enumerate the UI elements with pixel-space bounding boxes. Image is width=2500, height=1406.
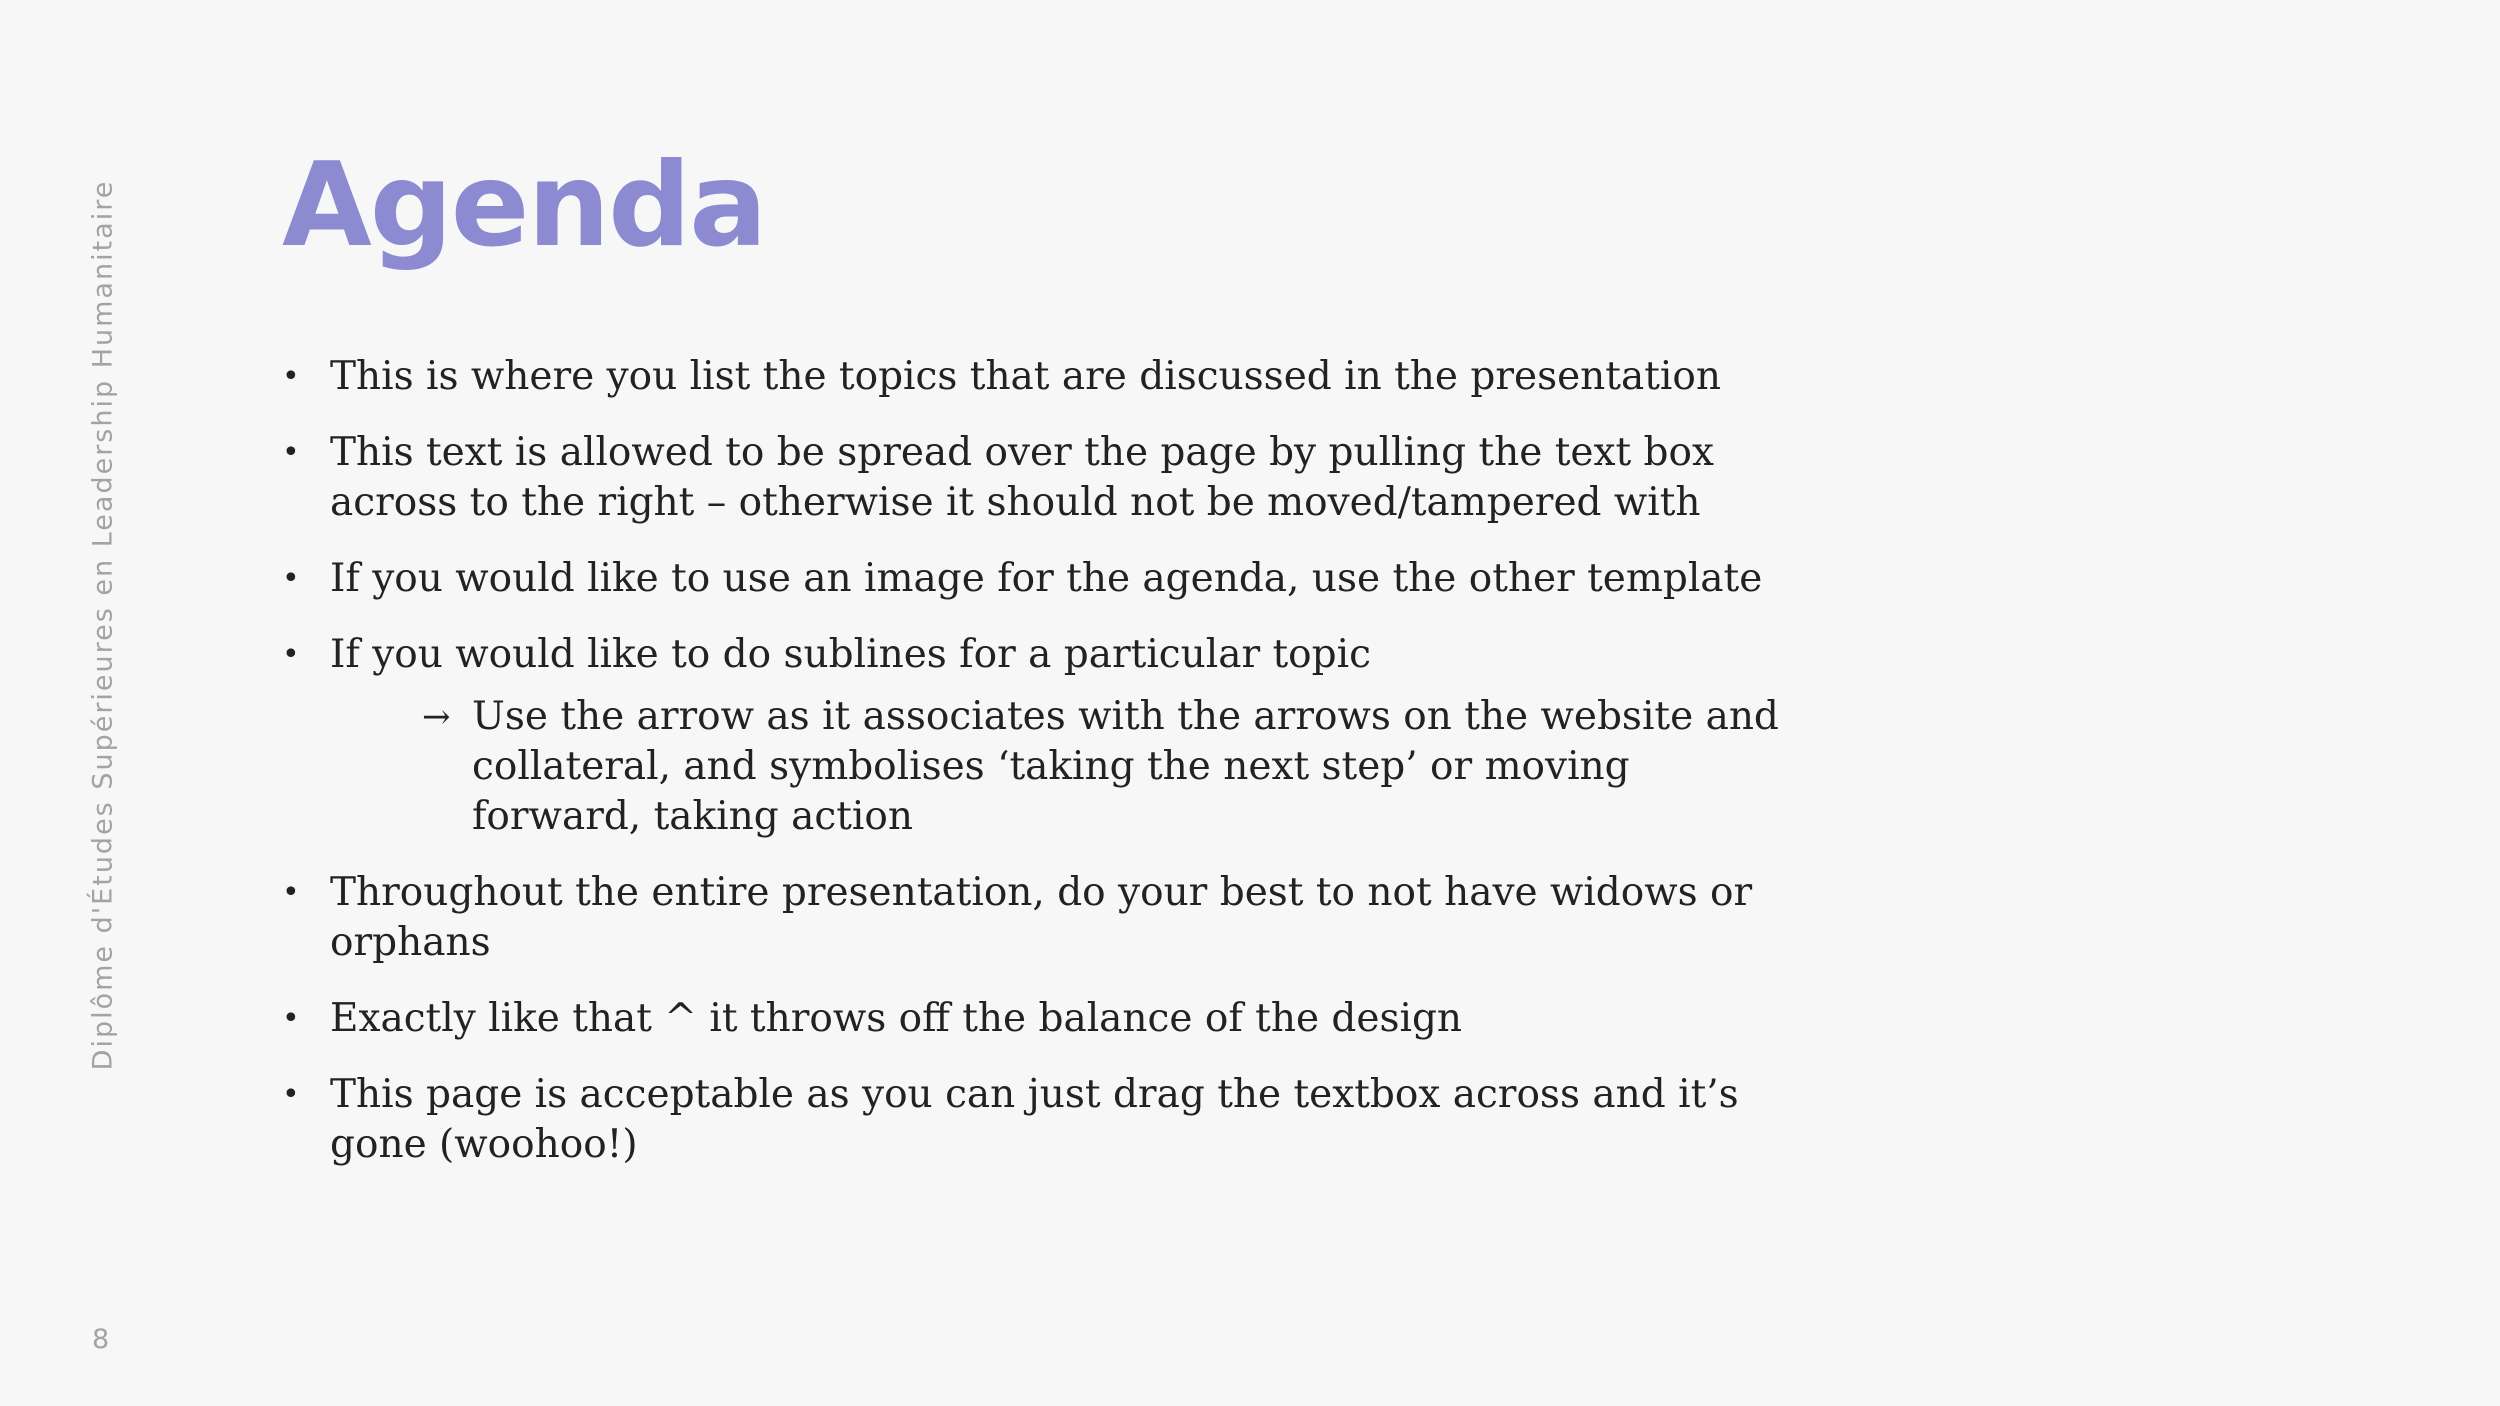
slide-title: Agenda: [282, 138, 766, 273]
agenda-subline-text: Use the arrow as it associates with the arrows on the website and collateral, and symbolises ‘taking the next step’ or moving forward, taking action: [472, 694, 1779, 839]
agenda-item: [282, 868, 1782, 968]
bullet-icon: •: [282, 1001, 300, 1036]
agenda-item-text: If you would like to do sublines for a particular topic: [330, 632, 1371, 677]
agenda-item: [282, 428, 1782, 528]
agenda-item: [282, 1070, 1782, 1170]
bullet-icon: •: [282, 637, 300, 672]
agenda-list: [282, 352, 1782, 1196]
agenda-item-text: This text is allowed to be spread over the page by pulling the text box across to the right – otherwise it should not be moved/tampered with: [330, 430, 1714, 525]
agenda-item: [282, 554, 1782, 604]
agenda-item-text: Exactly like that ^ it throws off the balance of the design: [330, 996, 1463, 1041]
bullet-icon: •: [282, 561, 300, 596]
bullet-icon: •: [282, 435, 300, 470]
bullet-icon: •: [282, 875, 300, 910]
agenda-item-text: This page is acceptable as you can just drag the textbox across and it’s gone (woohoo!): [330, 1072, 1739, 1167]
agenda-item-text: This is where you list the topics that are discussed in the presentation: [330, 354, 1721, 399]
page-number: 8: [92, 1324, 110, 1355]
bullet-icon: •: [282, 359, 300, 394]
arrow-right-icon: →: [422, 697, 451, 737]
bullet-icon: •: [282, 1077, 300, 1112]
agenda-item: [282, 630, 1782, 842]
agenda-item-text: If you would like to use an image for the agenda, use the other template: [330, 556, 1763, 601]
vertical-program-title: Diplôme d'Études Supérieures en Leadership Humanitaire: [87, 179, 119, 1071]
agenda-subline: [330, 692, 1782, 842]
agenda-item: [282, 994, 1782, 1044]
agenda-item-text: Throughout the entire presentation, do your best to not have widows or orphans: [330, 870, 1753, 965]
agenda-item: [282, 352, 1782, 402]
